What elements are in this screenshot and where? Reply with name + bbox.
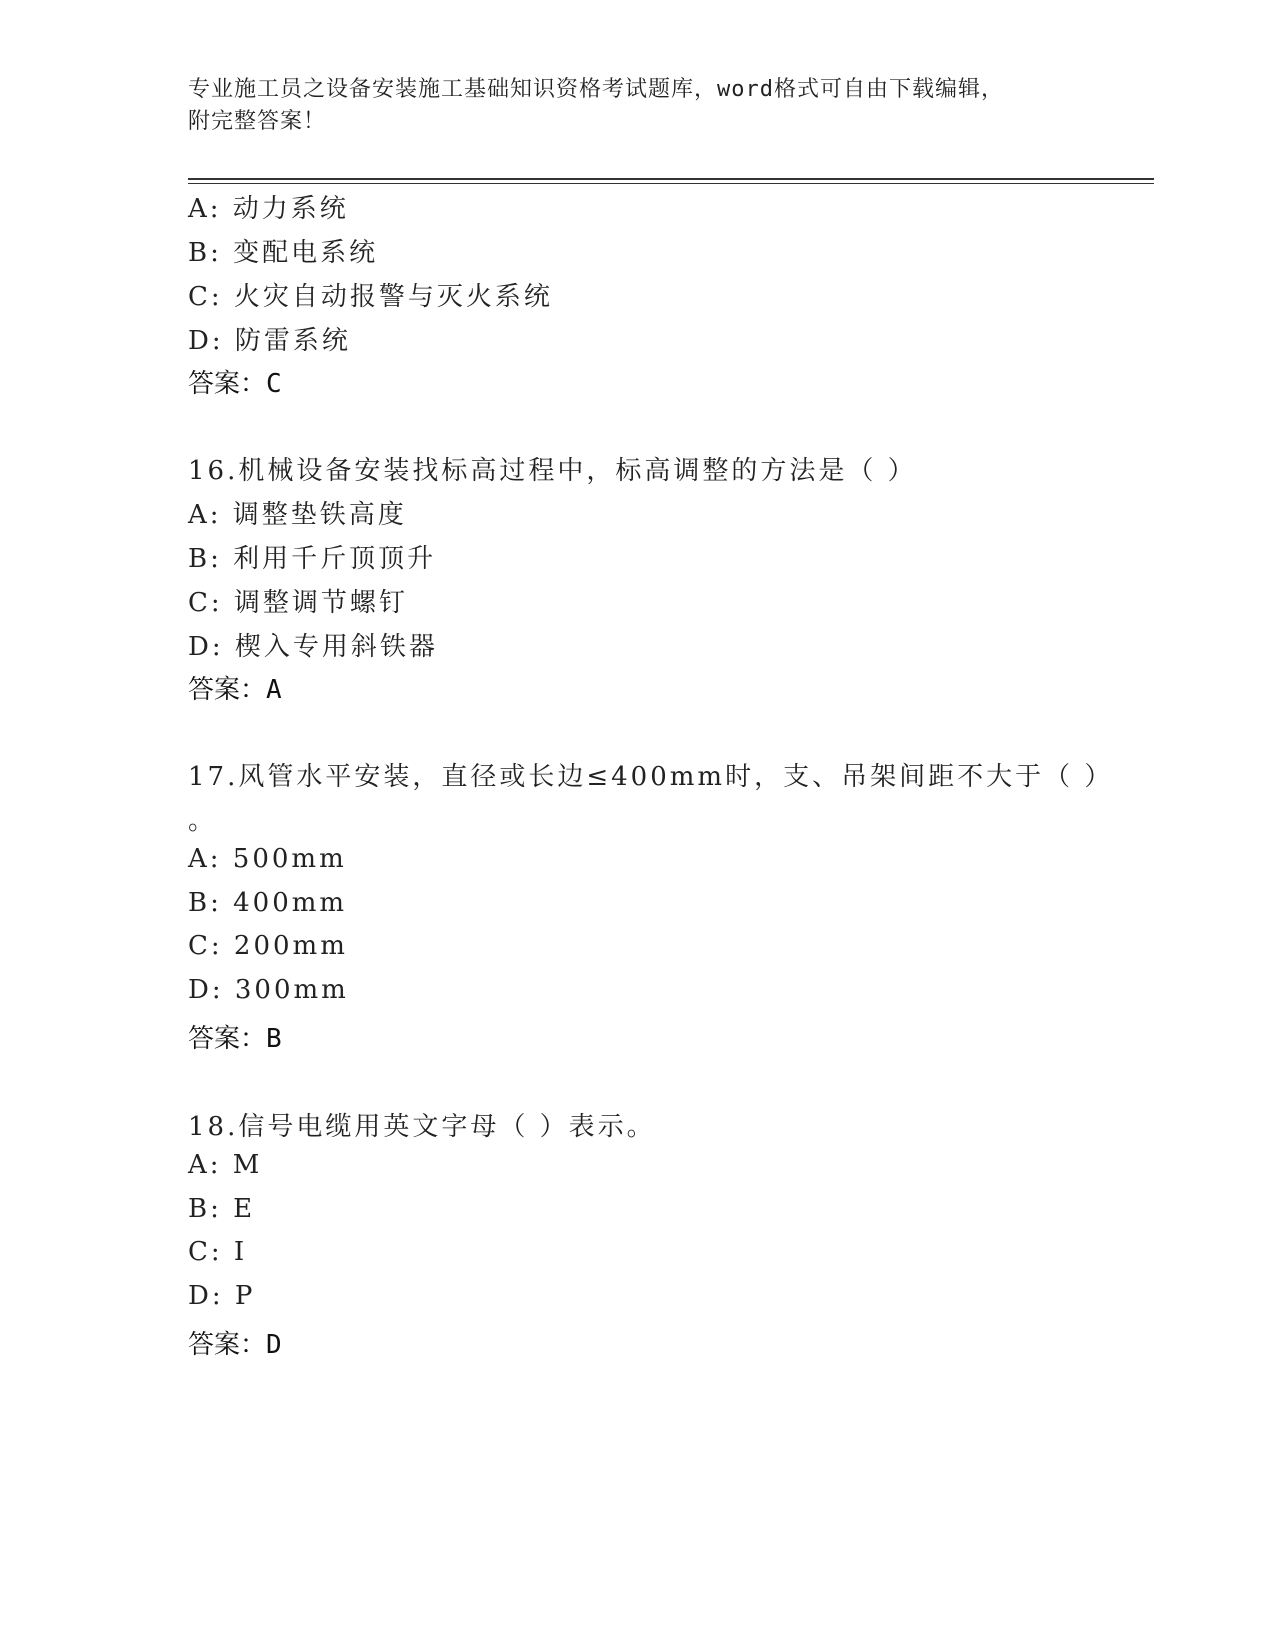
q15-option-a: A: 动力系统 [188,194,349,224]
q17-question: 17.风管水平安装，直径或长边≤400mm时，支、吊架间距不大于（ ） [188,762,1114,792]
q17-option-d: D: 300mm [188,975,349,1005]
q16-question: 16.机械设备安装找标高过程中，标高调整的方法是（ ） [188,456,917,486]
q15-option-b: B: 变配电系统 [188,238,379,268]
q17-option-b: B: 400mm [188,888,348,918]
q15-option-c: C: 火灾自动报警与灭火系统 [188,282,553,312]
q18-option-b: B: E [188,1194,256,1224]
header-line-2: 附完整答案！ [188,109,327,134]
q18-option-c: C: I [188,1237,248,1267]
q18-option-d: D: P [188,1281,256,1311]
q16-answer: 答案：A [188,675,282,705]
q16-option-d: D: 楔入专用斜铁器 [188,632,438,662]
header-line-1: 专业施工员之设备安装施工基础知识资格考试题库，word格式可自由下载编辑， [188,77,1004,102]
q15-option-d: D: 防雷系统 [188,326,351,356]
q15-answer: 答案：C [188,369,282,399]
q18-question: 18.信号电缆用英文字母（ ）表示。 [188,1112,656,1142]
q17-answer: 答案：B [188,1024,282,1054]
q16-option-a: A: 调整垫铁高度 [188,500,407,530]
q18-answer: 答案：D [188,1330,282,1360]
q16-option-b: B: 利用千斤顶顶升 [188,544,437,574]
document-header [188,74,1088,138]
q17-option-c: C: 200mm [188,931,348,961]
q17-question-continuation: 。 [188,806,218,836]
q16-option-c: C: 调整调节螺钉 [188,588,408,618]
q18-option-a: A: M [188,1150,263,1180]
header-divider-thin [188,183,1154,184]
header-divider-thick [188,178,1154,180]
q17-option-a: A: 500mm [188,844,347,874]
